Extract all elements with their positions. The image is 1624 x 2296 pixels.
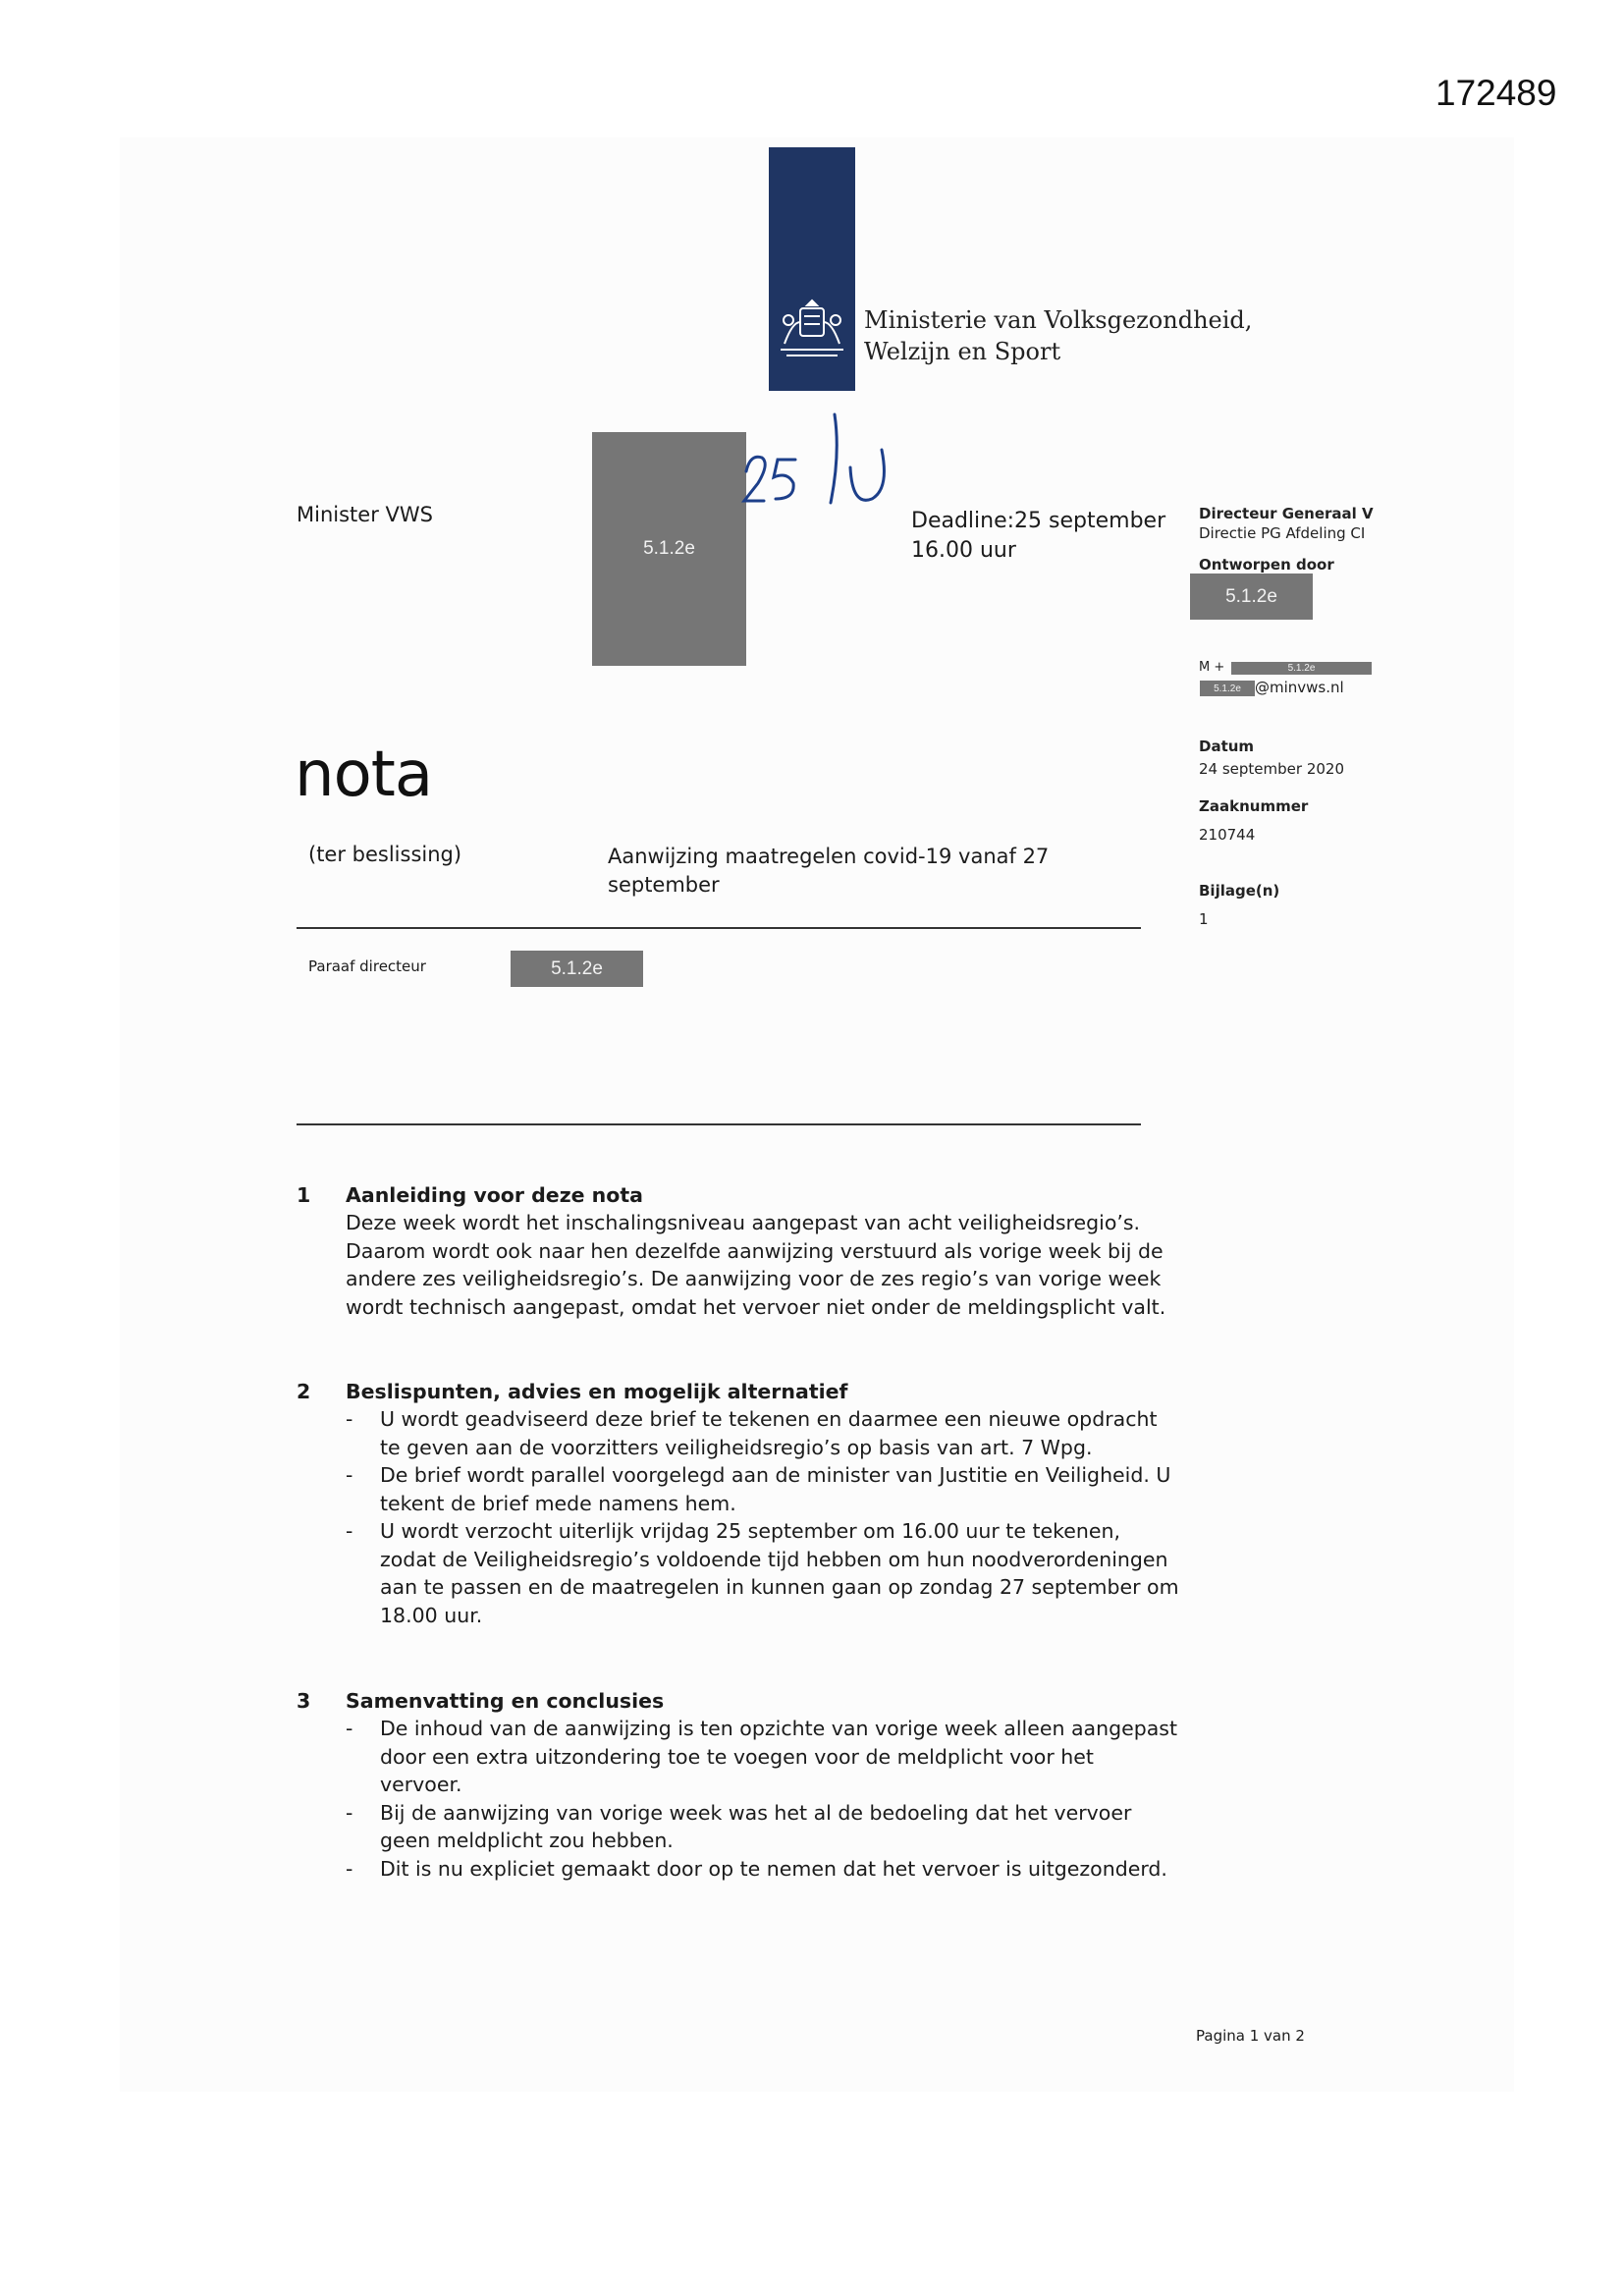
sidebar-designed-by-label: Ontworpen door — [1199, 556, 1334, 574]
bullet-mark: - — [346, 1407, 353, 1431]
list-item — [346, 1517, 1180, 1629]
handwritten-date-note — [734, 403, 901, 550]
sidebar-date-label: Datum — [1199, 738, 1255, 755]
section-bullet-list — [346, 1715, 1180, 1883]
addressee: Minister VWS — [297, 503, 433, 526]
page-number: Pagina 1 van 2 — [1196, 2027, 1305, 2045]
deadline-date: Deadline:25 september — [911, 509, 1166, 533]
redaction-block-paraaf: 5.1.2e — [511, 951, 643, 987]
divider-top — [297, 927, 1141, 929]
list-item-text: De brief wordt parallel voorgelegd aan de minister van Justitie en Veiligheid. U tekent de brief mede namens hem. — [380, 1463, 1171, 1515]
paraaf-label: Paraaf directeur — [308, 957, 426, 975]
sidebar-attachments-label: Bijlage(n) — [1199, 882, 1280, 900]
ministry-name-line1: Ministerie van Volksgezondheid, — [864, 306, 1253, 334]
ministry-name-line2: Welzijn en Sport — [864, 338, 1061, 365]
section-bullet-list — [346, 1405, 1180, 1629]
list-item-text: U wordt geadviseerd deze brief te tekenen en daarmee een nieuwe opdracht te geven aan de voorzitters veiligheidsregio’s op basis van art. 7 Wpg. — [380, 1407, 1158, 1459]
section-number: 2 — [297, 1380, 311, 1403]
section-body: Deze week wordt het inschalingsniveau aangepast van acht veiligheidsregio’s. Daarom wordt ook naar hen dezelfde aanwijzing verstuurd als vorige week bij de andere zes veiligheidsregio’s. De aanwijzing voor de zes regio’s van vorige week wordt technisch aangepast, omdat het vervoer niet onder de meldingsplicht valt. — [346, 1211, 1166, 1319]
list-item — [346, 1405, 1180, 1461]
list-item-text: Dit is nu expliciet gemaakt door op te nemen dat het vervoer is uitgezonderd. — [380, 1856, 1167, 1881]
list-item — [346, 1461, 1180, 1517]
sidebar-directorate: Directeur Generaal V — [1199, 505, 1374, 522]
bullet-mark: - — [346, 1463, 353, 1487]
section-number: 1 — [297, 1183, 311, 1207]
bullet-mark: - — [346, 1717, 353, 1740]
section-number: 3 — [297, 1689, 311, 1713]
section-title: Samenvatting en conclusies — [346, 1689, 665, 1713]
bullet-mark: - — [346, 1856, 353, 1881]
list-item-text: Bij de aanwijzing van vorige week was het al de bedoeling dat het vervoer geen meldplicht zou hebben. — [380, 1800, 1132, 1852]
section-title: Aanleiding voor deze nota — [346, 1183, 643, 1207]
sidebar-date-value: 24 september 2020 — [1199, 760, 1345, 778]
sidebar-attachments-value: 1 — [1199, 910, 1209, 928]
deadline-time: 16.00 uur — [911, 538, 1016, 563]
sidebar-email-suffix: @minvws.nl — [1255, 679, 1344, 696]
document-status: (ter beslissing) — [308, 843, 462, 866]
redaction-block-author: 5.1.2e — [1190, 574, 1313, 620]
coat-of-arms-icon — [773, 295, 851, 363]
section-title: Beslispunten, advies en mogelijk alternatief — [346, 1380, 848, 1403]
list-item — [346, 1799, 1180, 1855]
bullet-mark: - — [346, 1519, 353, 1543]
divider-bottom — [297, 1123, 1141, 1125]
sidebar-case-label: Zaaknummer — [1199, 797, 1309, 815]
list-item — [346, 1715, 1180, 1799]
sidebar-case-value: 210744 — [1199, 826, 1256, 844]
redaction-block-signature: 5.1.2e — [592, 432, 746, 666]
bullet-mark: - — [346, 1800, 353, 1825]
list-item — [346, 1855, 1180, 1884]
list-item-text: U wordt verzocht uiterlijk vrijdag 25 september om 16.00 uur te tekenen, zodat de Veiligheidsregio’s voldoende tijd hebben om hun noodverordeningen aan te passen en de maatregelen in kunnen gaan op zondag 27 september om 18.00 uur. — [380, 1519, 1179, 1627]
ministry-name — [864, 304, 1252, 367]
list-item-text: De inhoud van de aanwijzing is ten opzichte van vorige week alleen aangepast door een extra uitzondering toe te voegen voor de meldplicht voor het vervoer. — [380, 1717, 1177, 1796]
document-number: 172489 — [1435, 73, 1557, 113]
redaction-block-email: 5.1.2e — [1200, 681, 1255, 696]
sidebar-phone-prefix: M + — [1199, 660, 1225, 675]
document-title: nota — [295, 738, 433, 811]
deadline-block — [911, 507, 1165, 566]
redaction-block-phone: 5.1.2e — [1231, 662, 1372, 675]
document-subject: Aanwijzing maatregelen covid-19 vanaf 27 september — [608, 845, 1050, 897]
sidebar-department: Directie PG Afdeling CI — [1199, 524, 1366, 542]
